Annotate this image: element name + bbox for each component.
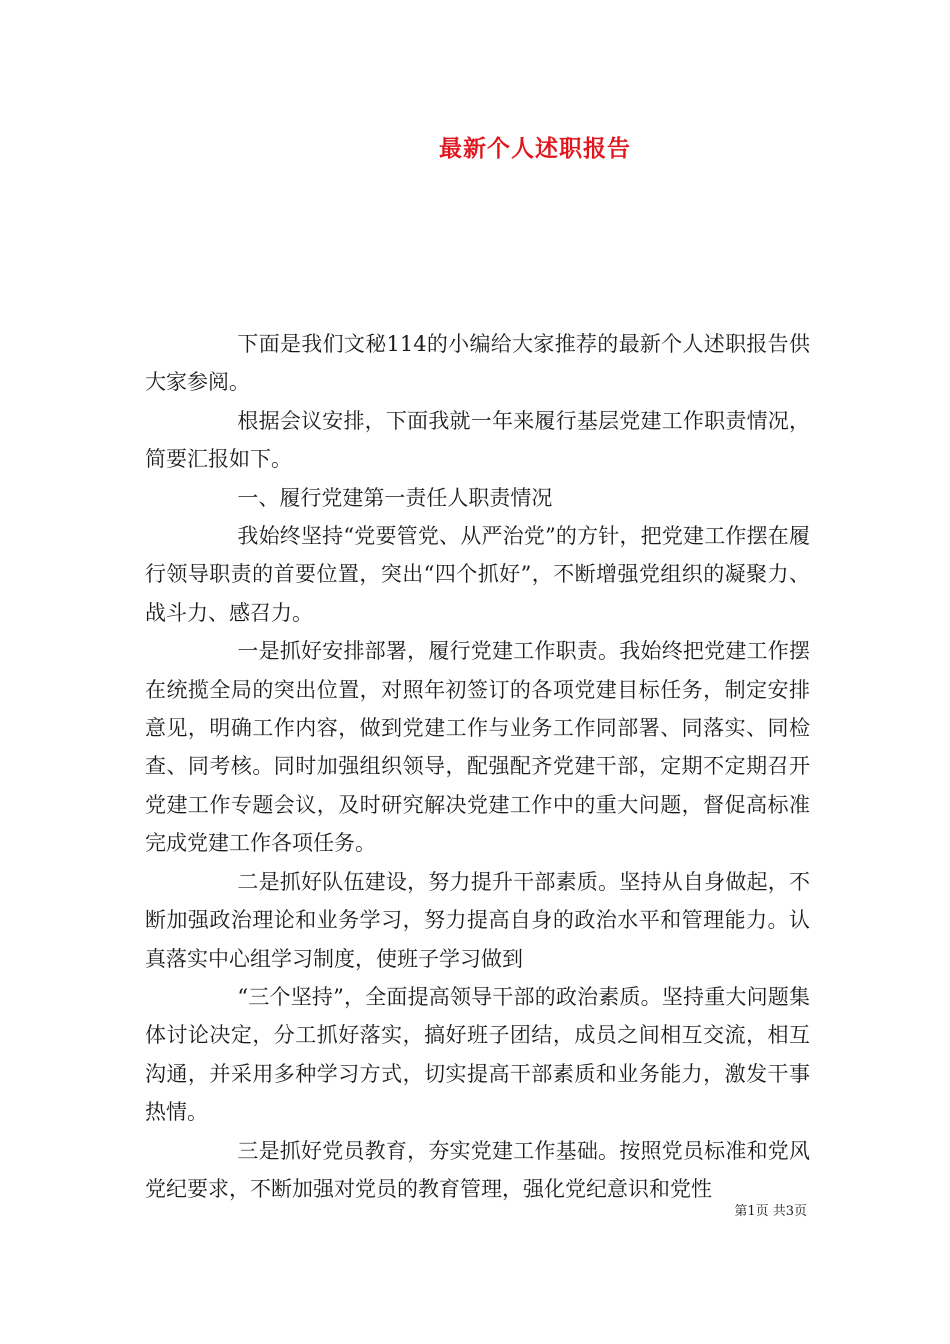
- page-number-footer: 第1页 共3页: [734, 1204, 807, 1219]
- paragraph-point-1: 一是抓好安排部署，履行党建工作职责。我始终把党建工作摆在统揽全局的突出位置，对照年初签订的各项党建目标任务，制定安排意见，明确工作内容，做到党建工作与业务工作同部署、同落实、同检查、同考核。同时加强组织领导，配强配齐党建干部，定期不定期召开党建工作专题会议，及时研究解决党建工作中的重大问题，督促高标准完成党建工作各项任务。: [145, 639, 810, 856]
- paragraph-three-persistences: “三个坚持”，全面提高领导干部的政治素质。坚持重大问题集体讨论决定，分工抓好落实，搞好班子团结，成员之间相互交流，相互沟通，并采用多种学习方式，切实提高干部素质和业务能力，激发干事热情。: [145, 984, 810, 1125]
- paragraph-point-2: 二是抓好队伍建设，努力提升干部素质。坚持从自身做起，不断加强政治理论和业务学习，努力提高自身的政治水平和管理能力。认真落实中心组学习制度，使班子学习做到: [145, 869, 810, 971]
- paragraph-arrangement: 根据会议安排，下面我就一年来履行基层党建工作职责情况，简要汇报如下。: [145, 408, 810, 472]
- paragraph-intro: 下面是我们文秘114的小编给大家推荐的最新个人述职报告供大家参阅。: [145, 332, 810, 395]
- page-title: 最新个人述职报告: [439, 135, 631, 162]
- section-heading-1: 一、履行党建第一责任人职责情况: [237, 485, 553, 510]
- paragraph-principle: 我始终坚持“党要管党、从严治党”的方针，把党建工作摆在履行领导职责的首要位置，突出“四个抓好”，不断增强党组织的凝聚力、战斗力、感召力。: [145, 524, 810, 625]
- document-body: [145, 325, 810, 1208]
- paragraph-point-3: 三是抓好党员教育，夯实党建工作基础。按照党员标准和党风党纪要求，不断加强对党员的教育管理，强化党纪意识和党性: [145, 1138, 810, 1201]
